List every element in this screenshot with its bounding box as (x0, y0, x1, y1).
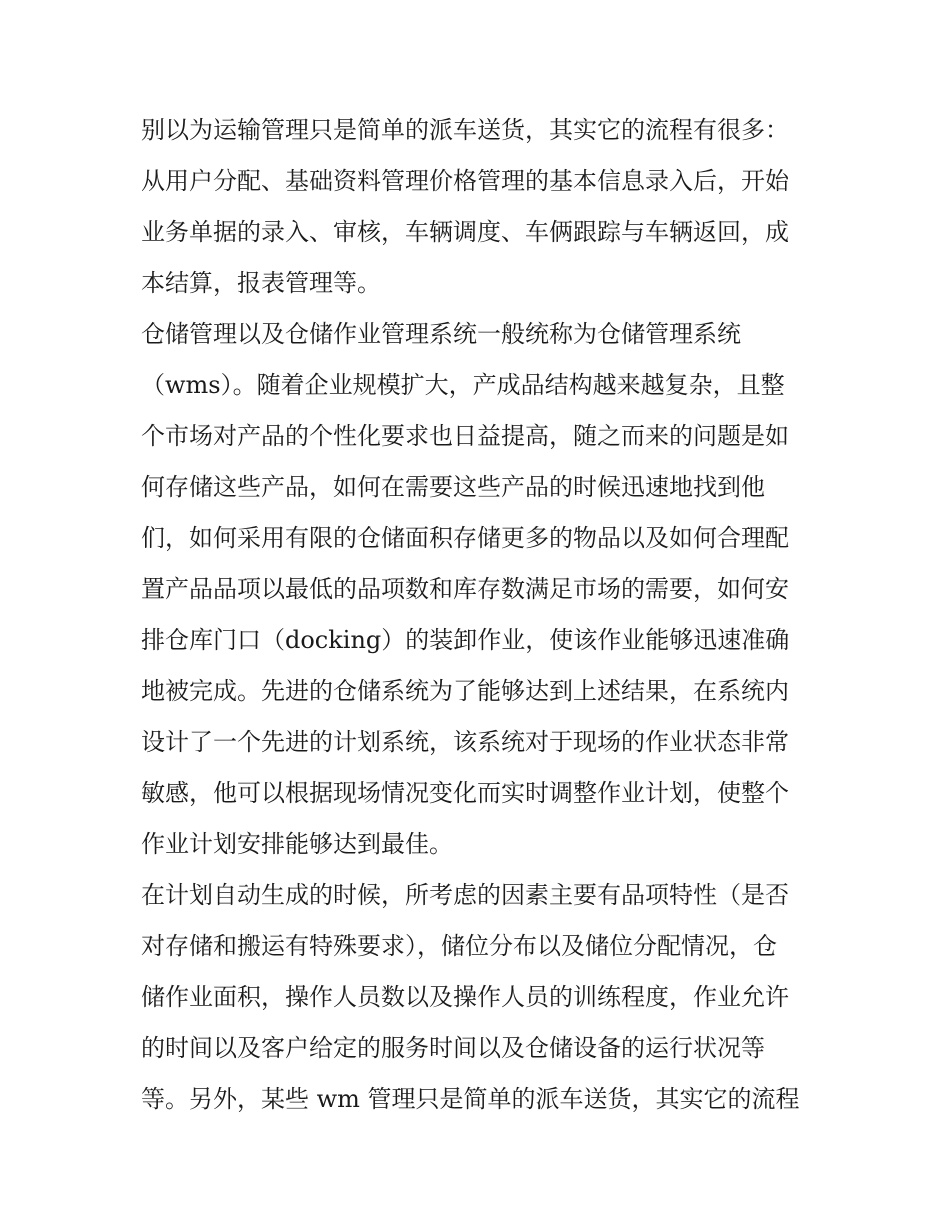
text-line: 排仓库门口（docking）的装卸作业，使该作业能够迅速准确 (141, 626, 790, 654)
text-line: （wms）。随着企业规模扩大，产成品结构越来越复杂，且整 (141, 371, 785, 399)
text-line: 储作业面积，操作人员数以及操作人员的训练程度，作业允许 (141, 983, 789, 1011)
text-line: 从用户分配、基础资料管理价格管理的基本信息录入后，开始 (141, 167, 789, 195)
text-line: 们，如何采用有限的仓储面积存储更多的物品以及如何合理配 (141, 524, 789, 552)
text-line: 个市场对产品的个性化要求也日益提高，随之而来的问题是如 (141, 422, 789, 450)
text-line: 别以为运输管理只是简单的派车送货，其实它的流程有很多： (141, 116, 789, 144)
text-line: 作业计划安排能够达到最佳。 (141, 830, 453, 858)
text-line: 置产品品项以最低的品项数和库存数满足市场的需要，如何安 (141, 575, 789, 603)
text-line: 敏感，他可以根据现场情况变化而实时调整作业计划，使整个 (141, 779, 789, 807)
text-line: 等。另外，某些 wm 管理只是简单的派车送货，其实它的流程 (141, 1085, 800, 1113)
text-line: 设计了一个先进的计划系统，该系统对于现场的作业状态非常 (141, 728, 789, 756)
text-line: 仓储管理以及仓储作业管理系统一般统称为仓储管理系统 (141, 320, 741, 348)
text-line: 在计划自动生成的时候，所考虑的因素主要有品项特性（是否 (141, 881, 789, 909)
text-line: 对存储和搬运有特殊要求），储位分布以及储位分配情况，仓 (141, 932, 777, 960)
text-line: 业务单据的录入、审核，车辆调度、车俩跟踪与车辆返回，成 (141, 218, 789, 246)
text-line: 何存储这些产品，如何在需要这些产品的时候迅速地找到他 (141, 473, 765, 501)
text-line: 本结算，报表管理等。 (141, 269, 381, 297)
text-line: 的时间以及客户给定的服务时间以及仓储设备的运行状况等 (141, 1034, 765, 1062)
text-line: 地被完成。先进的仓储系统为了能够达到上述结果，在系统内 (141, 677, 789, 705)
